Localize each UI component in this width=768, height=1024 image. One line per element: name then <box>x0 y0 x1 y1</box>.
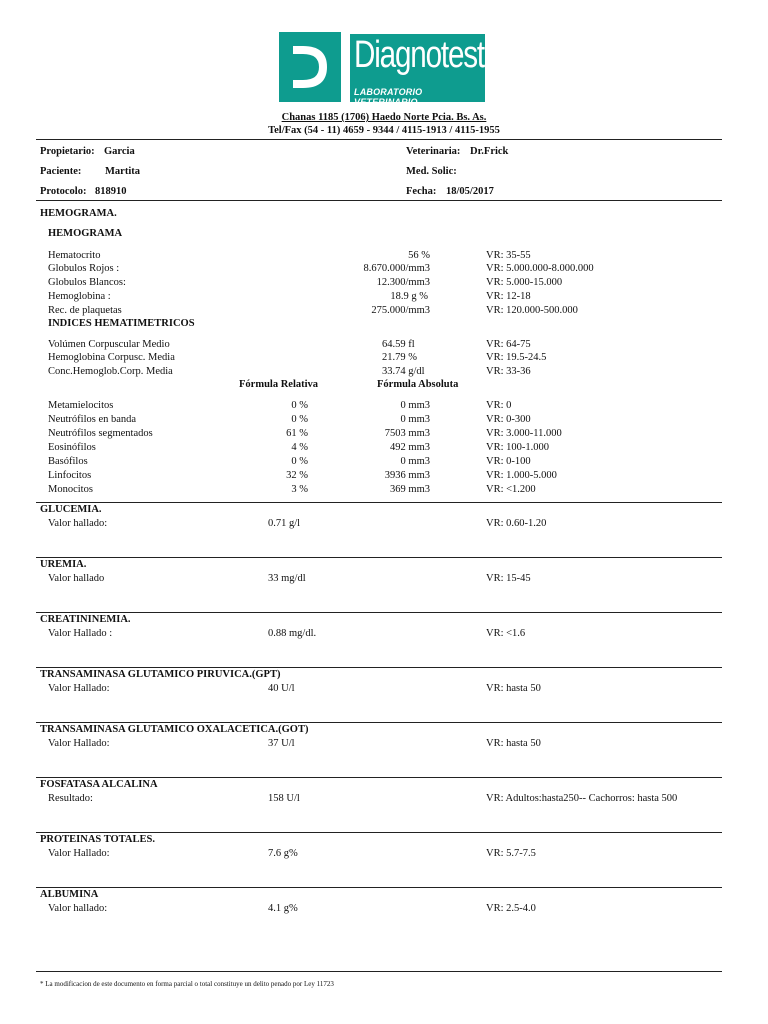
test-value: 4.1 g% <box>268 903 298 914</box>
test-label: Valor Hallado: <box>48 683 110 694</box>
diagnotest-logo <box>279 32 485 107</box>
hemograma-subtitle: HEMOGRAMA <box>48 228 123 239</box>
test-title: UREMIA. <box>40 559 87 570</box>
paciente-value: Martita <box>105 166 140 177</box>
divider <box>36 502 722 503</box>
test-value: 33 mg/dl <box>268 573 306 584</box>
formula-relativa-label: Fórmula Relativa <box>239 379 319 390</box>
formula-absoluta-label: Fórmula Absoluta <box>377 379 459 390</box>
divider <box>36 971 722 972</box>
test-title: TRANSAMINASA GLUTAMICO OXALACETICA.(GOT) <box>40 724 309 735</box>
divider <box>36 667 722 668</box>
divider <box>36 832 722 833</box>
test-ref: VR: 2.5-4.0 <box>486 903 536 914</box>
test-value: 0.88 mg/dl. <box>268 628 317 639</box>
test-ref: VR: hasta 50 <box>486 683 541 694</box>
test-label: Valor Hallado : <box>48 628 113 639</box>
test-ref: VR: hasta 50 <box>486 738 541 749</box>
test-label: Valor hallado <box>48 573 105 584</box>
divider <box>36 722 722 723</box>
divider <box>36 139 722 140</box>
test-label: Resultado: <box>48 793 93 804</box>
divider <box>36 887 722 888</box>
divider <box>36 200 722 201</box>
protocolo-label: Protocolo: <box>40 186 87 197</box>
test-label: Valor Hallado: <box>48 738 110 749</box>
address-line-2: Tel/Fax (54 - 11) 4659 - 9344 / 4115-1913 / 4115-1955 <box>268 125 500 136</box>
test-label: Valor Hallado: <box>48 848 110 859</box>
test-label: Valor hallado: <box>48 903 108 914</box>
test-value: 40 U/l <box>268 683 295 694</box>
paciente-label: Paciente: <box>40 166 82 177</box>
veterinaria-label: Veterinaria: <box>406 146 461 157</box>
test-title: FOSFATASA ALCALINA <box>40 779 158 790</box>
divider <box>36 777 722 778</box>
test-value: 7.6 g% <box>268 848 298 859</box>
propietario-label: Propietario: <box>40 146 95 157</box>
fecha-label: Fecha: <box>406 186 437 197</box>
test-title: CREATININEMIA. <box>40 614 131 625</box>
test-ref: VR: Adultos:hasta250-- Cachorros: hasta 500 <box>486 793 678 804</box>
fecha-value: 18/05/2017 <box>446 186 494 197</box>
logo-name: Diagnotest <box>354 34 485 76</box>
test-ref: VR: <1.6 <box>486 628 526 639</box>
veterinaria-value: Dr.Frick <box>470 146 509 157</box>
test-title: TRANSAMINASA GLUTAMICO PIRUVICA.(GPT) <box>40 669 281 680</box>
divider <box>36 612 722 613</box>
test-ref: VR: 15-45 <box>486 573 531 584</box>
propietario-value: Garcia <box>104 146 135 157</box>
legal-footer: * La modificacion de este documento en forma parcial o total constituye un delito penado por Ley 11723 <box>40 980 334 988</box>
logo-subtitle: LABORATORIO VETERINARIO <box>354 87 423 107</box>
protocolo-value: 818910 <box>95 186 127 197</box>
test-label: Valor hallado: <box>48 518 108 529</box>
test-value: 37 U/l <box>268 738 295 749</box>
logo-mark-icon <box>279 32 341 102</box>
test-ref: VR: 5.7-7.5 <box>486 848 536 859</box>
indices-title: INDICES HEMATIMETRICOS <box>48 318 195 329</box>
lab-report-page: Diagnotest LABORATORIO VETERINARIO Chanas 1185 (1706) Haedo Norte Pcia. Bs. As. Tel/Fax (54 - 11) 4659 - 9344 / 4115-1913 / 4115-1955 Propietario: Garcia Veterinaria: Dr.Frick Paciente: Martita Med. Solic: Protocolo: 818910 Fecha: 18/05/2017 HEMOGRAMA. HEMOGRAMA Hematocrito 56 % VR: 35-55 Globulos Rojos : 8.670.000/mm3 VR: 5.000.000-8.000.000 Globulos Blancos: 12.300/mm3 VR: 5.000-15.000 Hemoglobina : 18.9 g % VR: 12-18 Rec. de plaquetas 275.000/mm3 VR: 120.000-500.000 INDICES HEMATIMETRICOS Volúmen Corpuscular Medio 64.59 fl VR: 64-75 Hemoglobina Corpusc. Media 21.79 % VR: 19.5-24.5 Conc.Hemoglob.Corp. Media 33.74 g/dl VR: 33-36 Fórmula Relativa Fórmula Absoluta Metamielocitos 0 % 0 mm3 VR: 0 Neutrófilos en banda 0 % 0 mm3 VR: 0-300 Neutrófilos segmentados 61 % 7503 mm3 VR: 3.000-11.000 Eosinófilos 4 % 492 mm3 VR: 100-1.000 Basófilos 0 % 0 mm3 VR: 0-100 Linfocitos 32 % 3936 mm3 VR: 1.000-5.000 Monocitos 3 % 369 mm3 VR: <1.200 GLUCEMIA. Valor hallado: 0.71 g/l VR: 0.60-1.20 UREMIA. Valor hallado 33 mg/dl VR: 15-45 CREATININEMIA. Valor Hallado : 0.88 mg/dl. VR: <1.6 TRANSAMINASA GLUTAMICO PIRUVICA.(GPT) Valor Hallado: 40 U/l VR: hasta 50 TRANSAMINASA GLUTAMICO OXALACETICA.(GOT) Valor Hallado: 37 U/l VR: hasta 50 FOSFATASA ALCALINA Resultado: 158 U/l VR: Adultos:hasta250-- Cachorros: hasta 500 PROTEINAS TOTALES. Valor Hallado: 7.6 g% VR: 5.7-7.5 ALBUMINA Valor hallado: 4.1 g% VR: 2.5-4.0 * La modificacion de este documento en forma parcial o total constituye un delito penado por Ley 11723 <box>0 0 768 1024</box>
test-title: ALBUMINA <box>40 889 99 900</box>
hemograma-title: HEMOGRAMA. <box>40 208 117 219</box>
test-value: 0.71 g/l <box>268 518 301 529</box>
address-line-1: Chanas 1185 (1706) Haedo Norte Pcia. Bs. As. <box>281 112 487 123</box>
test-title: GLUCEMIA. <box>40 504 102 515</box>
med-solic-label: Med. Solic: <box>406 166 457 177</box>
test-value: 158 U/l <box>268 793 300 804</box>
test-ref: VR: 0.60-1.20 <box>486 518 547 529</box>
divider <box>36 557 722 558</box>
test-title: PROTEINAS TOTALES. <box>40 834 155 845</box>
